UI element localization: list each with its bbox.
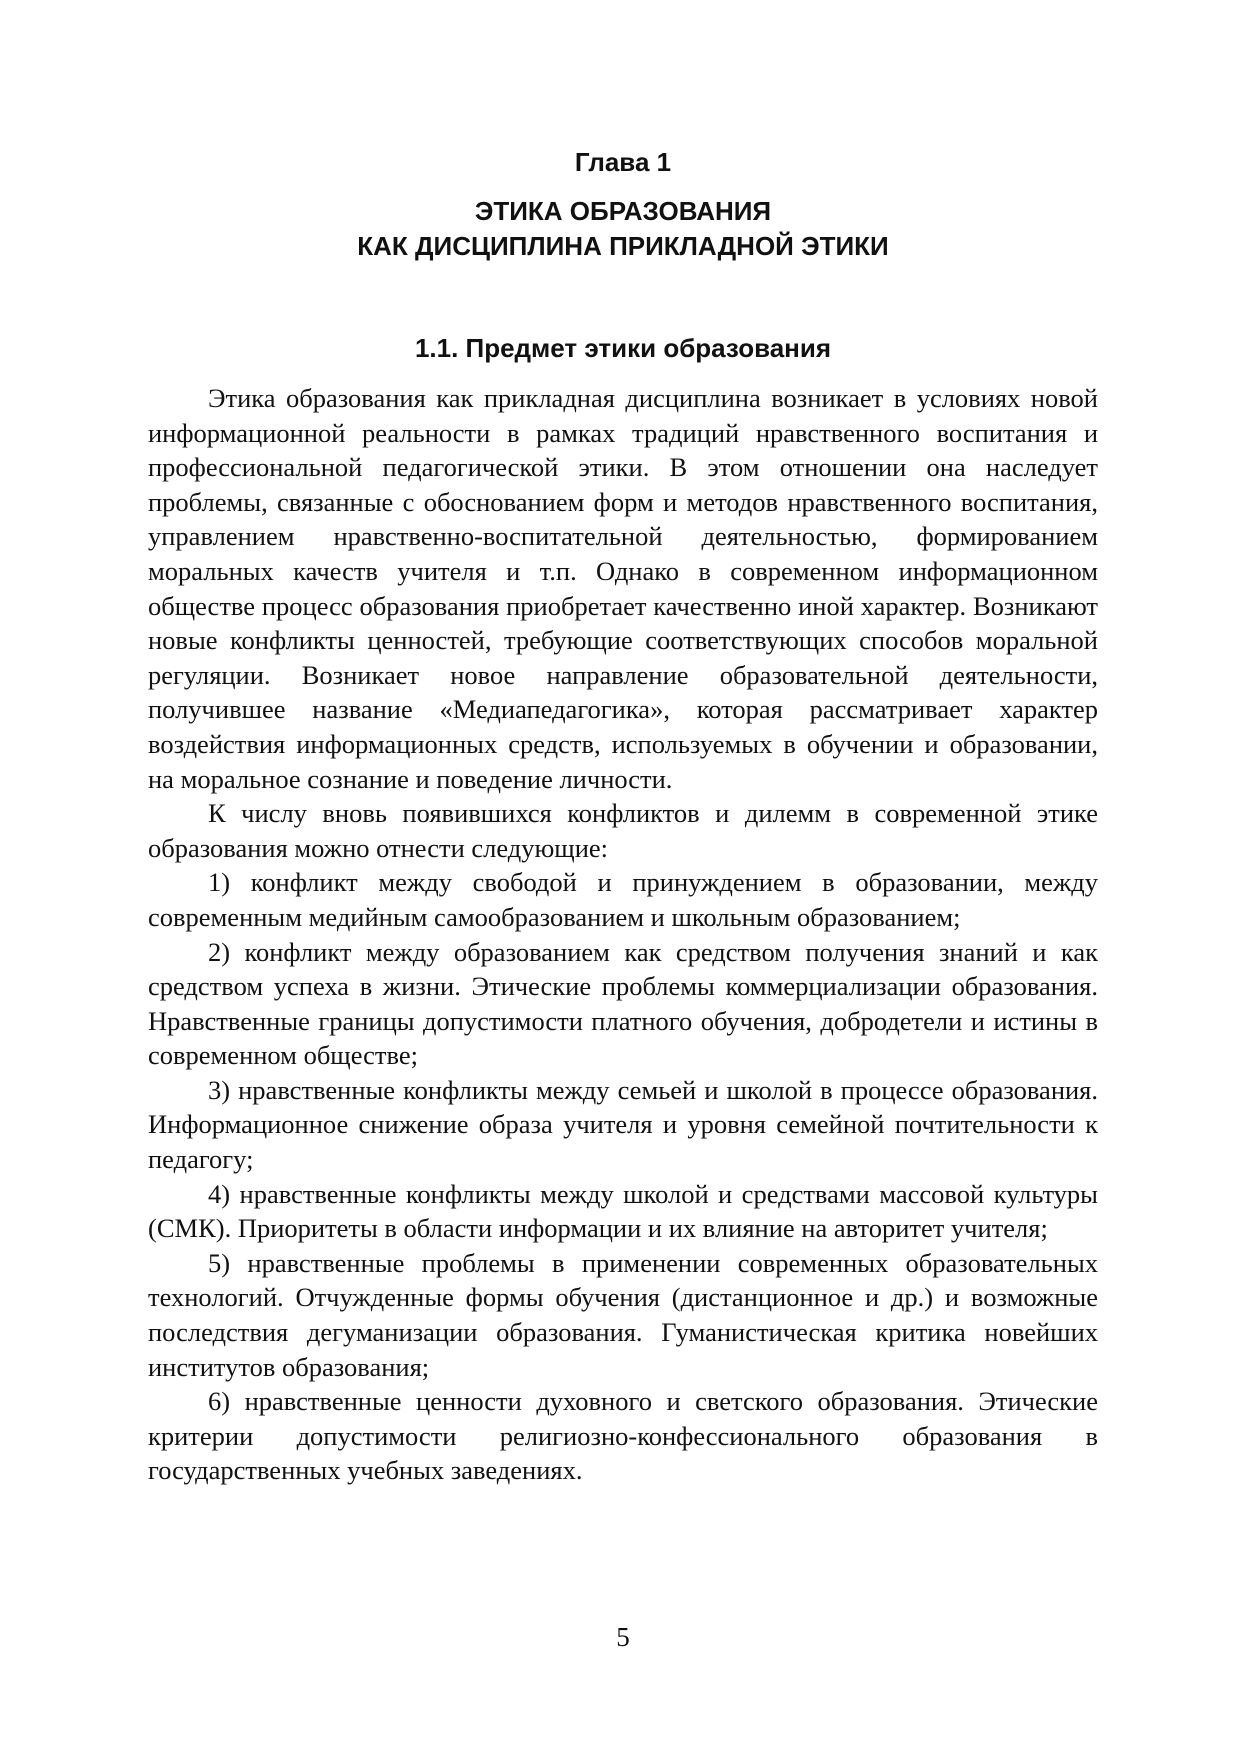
paragraph-list-intro: К числу вновь появившихся конфликтов и дилемм в современной этике образования можно отнести следующие: [148,798,1098,863]
chapter-title-line-2: КАК ДИСЦИПЛИНА ПРИКЛАДНОЙ ЭТИКИ [357,231,889,261]
list-item-3: 3) нравственные конфликты между семьей и школой в процессе образования. Информационное снижение образа учителя и уровня семейной почтительности к педагогу; [148,1074,1098,1175]
list-item-1: 1) конфликт между свободой и принуждением в образовании, между современным медийным самообразованием и школьным образованием; [148,867,1098,932]
list-item-5: 5) нравственные проблемы в применении современных образовательных технологий. Отчужденные формы обучения (дистанционное и др.) и возможные последствия дегуманизации образования. Гуманистическая критика новейших институтов образования; [148,1247,1098,1382]
list-item-2: 2) конфликт между образованием как средством получения знаний и как средством успеха в жизни. Этические проблемы коммерциализации образования. Нравственные границы допустимости платного обучения, добродетели и истины в современном обществе; [148,936,1098,1071]
paragraph-intro: Этика образования как прикладная дисциплина возникает в условиях новой информационной реальности в рамках традиций нравственного воспитания и профессиональной педагогической этики. В этом отношении она наследует проблемы, связанные с обоснованием форм и методов нравственного воспитания, управлением нравственно-воспитательной деятельностью, формированием моральных качеств учителя и т.п. Однако в современном информационном обществе процесс образования приобретает качественно иной характер. Возникают новые конфликты ценностей, требующие соответствующих способов моральной регуляции. Возникает новое направление образовательной деятельности, получившее название «Медиапедагогика», которая рассматривает характер воздействия информационных средств, используемых в обучении и образовании, на моральное сознание и поведение личности. [148,383,1098,794]
body-text [148,381,1098,1488]
list-item-4: 4) нравственные конфликты между школой и средствами массовой культуры (СМК). Приоритеты в области информации и их влияние на авторитет учителя; [148,1178,1098,1244]
chapter-title [148,194,1098,264]
section-title: 1.1. Предмет этики образования [414,333,832,363]
chapter-label: Глава 1 [574,147,672,177]
list-item-6: 6) нравственные ценности духовного и светского образования. Этические критерии допустимости религиозно-конфессионального образования в государственных учебных заведениях. [148,1386,1098,1486]
chapter-title-line-1: ЭТИКА ОБРАЗОВАНИЯ [474,196,772,226]
book-page [148,0,1098,1754]
page-number: 5 [616,1622,630,1652]
